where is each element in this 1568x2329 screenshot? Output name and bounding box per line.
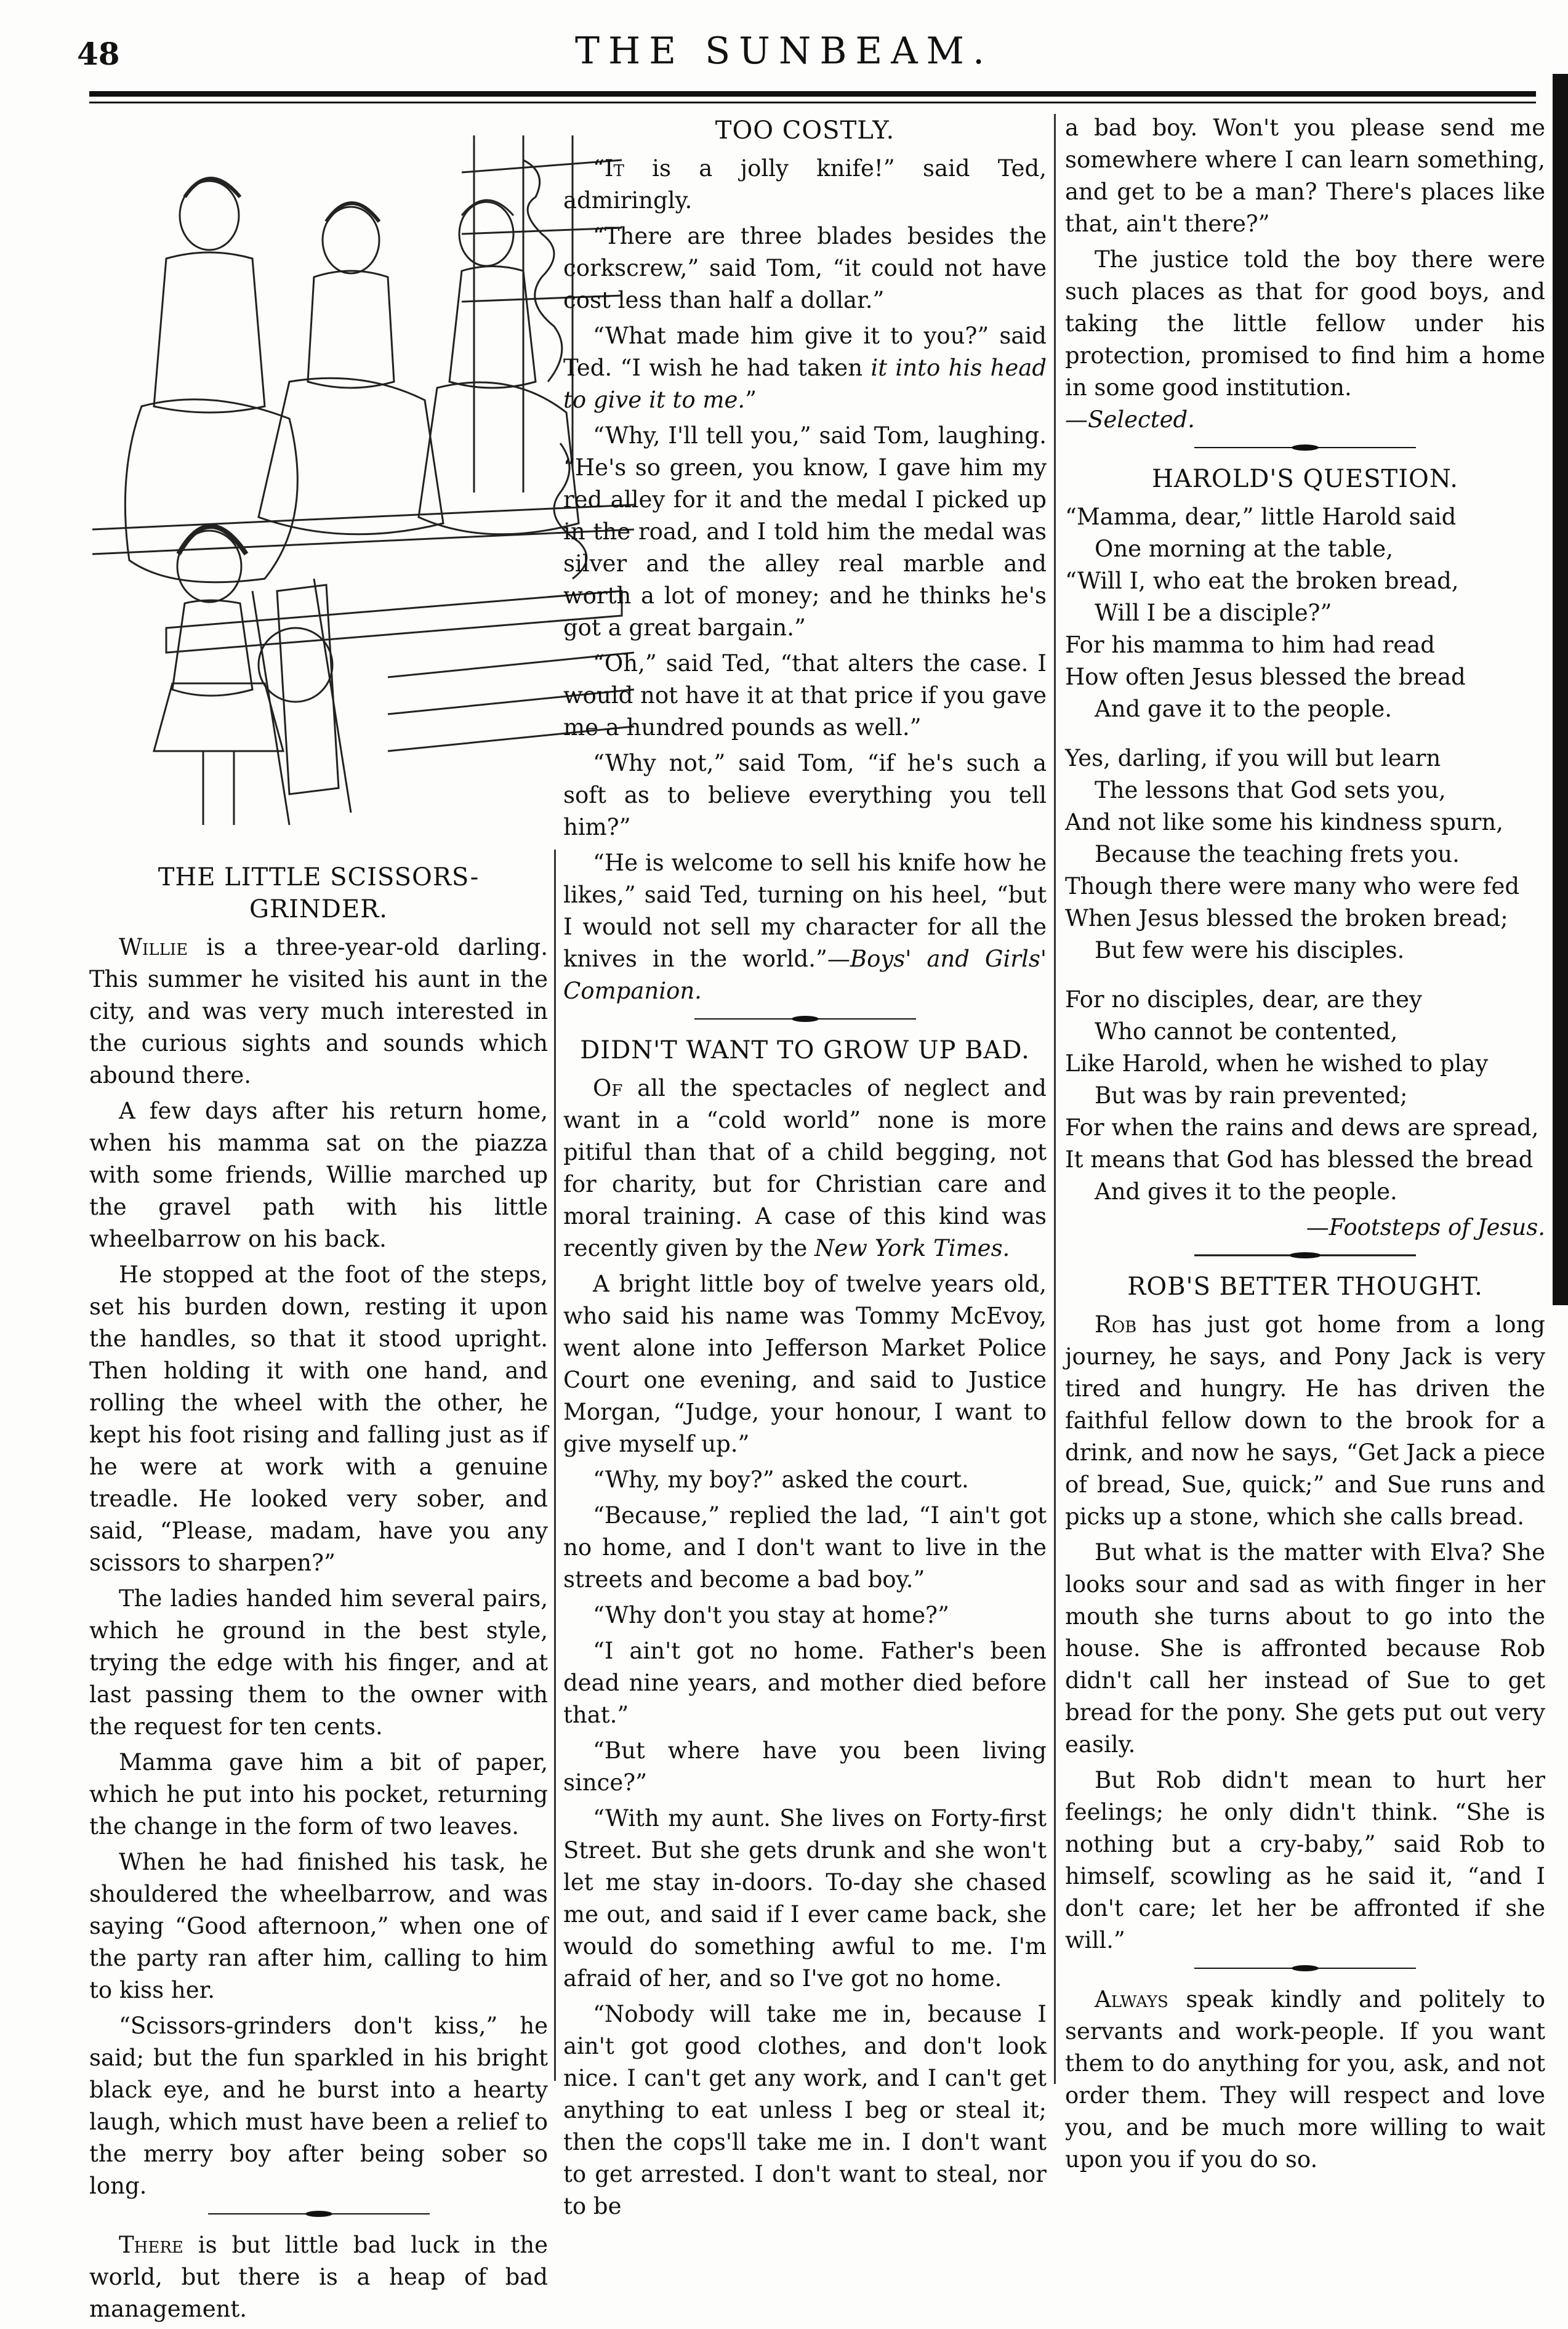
ornament-divider xyxy=(1194,1252,1416,1258)
paragraph: “Why, my boy?” asked the court. xyxy=(593,1466,969,1493)
paragraph: a bad boy. Won't you please send me somewhere where I can learn something, and get to be a man? There's places like that, ain't there?” xyxy=(1065,115,1545,237)
paragraph: “What made him give it to you?” said Ted. “I wish he had taken xyxy=(563,323,1047,381)
dropcap-word: Always xyxy=(1095,1986,1168,2013)
page-number: 48 xyxy=(77,36,120,72)
paragraph: is but little bad luck in the world, but there is a heap of bad management. xyxy=(89,2232,548,2322)
paragraph: is a three-year-old darling. This summer he visited his aunt in the city, and was very much interested in the curious sights and sounds which abound there. xyxy=(89,934,548,1088)
header-rule-thick xyxy=(89,91,1536,97)
paragraph: all the spectacles of neglect and want in a “cold world” none is more pitiful than that of a child begging, not for charity, but for Christian care and moral training. A case of this kind was recently given by the xyxy=(563,1075,1047,1261)
masthead: THE SUNBEAM. xyxy=(574,30,994,73)
paragraph: “But where have you been living since?” xyxy=(563,1737,1047,1796)
dropcap-word: Rob xyxy=(1095,1311,1137,1338)
poem-line: For no disciples, dear, are they xyxy=(1065,986,1422,1013)
page-header xyxy=(0,0,1568,92)
column-1 xyxy=(89,859,548,2329)
paragraph: “Oh,” said Ted, “that alters the case. I would not have it at that price if you gave me a hundred pounds as well.” xyxy=(563,650,1047,741)
poem-line: It means that God has blessed the bread xyxy=(1065,1146,1534,1173)
article-title-harolds-question: HAROLD'S QUESTION. xyxy=(1152,465,1458,493)
paragraph: “He is welcome to sell his knife how he likes,” said Ted, turning on his heel, “but I would not sell my character for all the knives in the world.”— xyxy=(563,850,1047,972)
article-title-too-costly: TOO COSTLY. xyxy=(715,116,895,145)
engraving-ladies-on-porch-child-with-wheelbarrow-icon xyxy=(92,123,634,843)
ornament-divider xyxy=(208,2211,430,2217)
scan-edge-bar xyxy=(1553,74,1568,1305)
header-rule-thin xyxy=(89,102,1536,103)
paragraph: “Because,” replied the lad, “I ain't got no home, and I don't want to live in the streets and become a bad boy.” xyxy=(563,1502,1047,1593)
article-title-robs-better-thought: ROB'S BETTER THOUGHT. xyxy=(1127,1273,1483,1301)
dropcap-word: Willie xyxy=(119,934,188,960)
paragraph: is a jolly knife!” said Ted, admiringly. xyxy=(563,155,1047,214)
poem-stanza-2 xyxy=(1065,742,1545,967)
italic-text: New York Times. xyxy=(814,1235,1010,1261)
poem-line: The lessons that God sets you, xyxy=(1095,777,1446,803)
poem-line: For his mamma to him had read xyxy=(1065,632,1435,658)
paragraph: speak kindly and politely to servants and work-people. If you want them to do anything for you, ask, and not order them. They will respect and love you, and be much more willing to wait upon you if you do so. xyxy=(1065,1986,1545,2173)
ornament-divider xyxy=(1194,444,1416,451)
article-title-scissors-grinder: THE LITTLE SCISSORS-GRINDER. xyxy=(158,863,480,923)
paragraph: But Rob didn't mean to hurt her feelings; he only didn't think. “She is nothing but a cry-baby,” said Rob to himself, scowling as he said it, “and I don't care; let her be affronted if she will.” xyxy=(1065,1767,1545,1953)
poem-line: Because the teaching frets you. xyxy=(1095,841,1460,867)
paragraph: “Scissors-grinders don't kiss,” he said; but the fun sparkled in his bright black eye, and he burst into a hearty laugh, which must have been a relief to the merry boy after being sober so long. xyxy=(89,2013,548,2199)
poem-line: And not like some his kindness spurn, xyxy=(1065,809,1503,835)
article-title-didnt-want-to-grow-up-bad: DIDN'T WANT TO GROW UP BAD. xyxy=(580,1036,1030,1064)
paragraph: “Nobody will take me in, because I ain't got good clothes, and don't look nice. I can't get any work, and I can't get anything to eat unless I beg or steal it; then the cops'll take me in. I don't want to get arrested. I don't want to steal, nor to be xyxy=(563,2001,1047,2219)
paragraph: A few days after his return home, when his mamma sat on the piazza with some friends, Willie marched up the gravel path with his little wheelbarrow on his back. xyxy=(89,1098,548,1252)
paragraph: The ladies handed him several pairs, which he ground in the best style, trying the edge with his finger, and at last passing them to the owner with the request for ten cents. xyxy=(89,1585,548,1740)
poem-line: But was by rain prevented; xyxy=(1095,1082,1408,1109)
ornament-divider xyxy=(1194,1965,1416,1971)
poem-line: How often Jesus blessed the bread xyxy=(1065,664,1466,690)
paragraph: Mamma gave him a bit of paper, which he put into his pocket, returning the change in the form of two leaves. xyxy=(89,1749,548,1840)
paragraph: “I ain't got no home. Father's been dead nine years, and mother died before that.” xyxy=(563,1638,1047,1728)
poem-line: And gave it to the people. xyxy=(1095,696,1393,722)
source-citation: —Selected. xyxy=(1065,406,1195,433)
paragraph: But what is the matter with Elva? She looks sour and sad as with finger in her mouth she turns about to go into the house. She is affronted because Rob didn't call her instead of Sue to get bread for the pony. She gets put out very easily. xyxy=(1065,1539,1545,1758)
paragraph: has just got home from a long journey, he says, and Pony Jack is very tired and hungry. He has driven the faithful fellow down to the brook for a drink, and now he says, “Get Jack a piece of bread, Sue, quick;” and Sue runs and picks up a stone, which she calls bread. xyxy=(1065,1311,1545,1530)
poem-line: But few were his disciples. xyxy=(1095,937,1405,963)
paragraph: “Why not,” said Tom, “if he's such a soft as to believe everything you tell him?” xyxy=(563,750,1047,840)
ornament-divider xyxy=(694,1016,916,1022)
column-2 xyxy=(563,112,1047,2226)
paragraph: He stopped at the foot of the steps, set his burden down, resting it upon the handles, so that it stood upright. Then holding it with one hand, and rolling the wheel with the other, he kept his foot rising and falling just as if he were at work with a genuine treadle. He looked very sober, and said, “Please, madam, have you any scissors to sharpen?” xyxy=(89,1261,548,1576)
paragraph: “Why, I'll tell you,” said Tom, laughing. “He's so green, you know, I gave him my red alley for it and the medal I picked up in the road, and I told him the medal was silver and the alley real marble and worth a lot of money; and he thinks he's got a great bargain.” xyxy=(563,422,1047,641)
poem-stanza-3 xyxy=(1065,984,1545,1208)
poem-line: Like Harold, when he wished to play xyxy=(1065,1050,1489,1077)
poem-line: Who cannot be contented, xyxy=(1095,1018,1398,1045)
column-3 xyxy=(1065,112,1545,2179)
paragraph: When he had finished his task, he shouldered the wheelbarrow, and was saying “Good afternoon,” when one of the party ran after him, calling to him to kiss her. xyxy=(89,1849,548,2003)
poem-line: Yes, darling, if you will but learn xyxy=(1065,745,1441,771)
poem-stanza-1 xyxy=(1065,501,1545,725)
source-citation: Boys' and Girls' Companion. xyxy=(563,946,1047,1004)
poem-line: “Will I, who eat the broken bread, xyxy=(1065,568,1459,594)
paragraph: A bright little boy of twelve years old, who said his name was Tommy McEvoy, went alone into Jefferson Market Police Court one evening, and said to Justice Morgan, “Judge, your honour, I want to give myself up.” xyxy=(563,1271,1047,1457)
dropcap-word: “It xyxy=(593,155,624,182)
column-divider-2 xyxy=(1054,114,1056,2084)
poem-line: Though there were many who were fed xyxy=(1065,873,1520,899)
dropcap-word: Of xyxy=(593,1075,623,1101)
poem-line: For when the rains and dews are spread, xyxy=(1065,1114,1539,1141)
poem-line: One morning at the table, xyxy=(1095,536,1393,562)
paragraph: “With my aunt. She lives on Forty-first Street. But she gets drunk and she won't let me stay in-doors. To-day she chased me out, and said if I ever came back, she would do something awful to me. I'm afraid of her, and so I've got no home. xyxy=(563,1805,1047,1992)
quote-close: ” xyxy=(745,387,757,413)
poem-line: When Jesus blessed the broken bread; xyxy=(1065,905,1508,931)
poem-line: “Mamma, dear,” little Harold said xyxy=(1065,504,1457,530)
paragraph: The justice told the boy there were such places as that for good boys, and taking the little fellow under his protection, promised to find him a home in some good institution. xyxy=(1065,246,1545,401)
italic-text: it into his head to give it to me. xyxy=(563,355,1047,413)
poem-line: Will I be a disciple?” xyxy=(1095,600,1332,626)
paragraph: “There are three blades besides the corkscrew,” said Tom, “it could not have cost less than half a dollar.” xyxy=(563,223,1047,313)
source-citation: —Footsteps of Jesus. xyxy=(1306,1214,1545,1241)
paragraph: “Why don't you stay at home?” xyxy=(593,1602,949,1628)
column-divider-1 xyxy=(554,850,556,2081)
poem-line: And gives it to the people. xyxy=(1095,1178,1397,1205)
dropcap-word: There xyxy=(119,2232,183,2258)
